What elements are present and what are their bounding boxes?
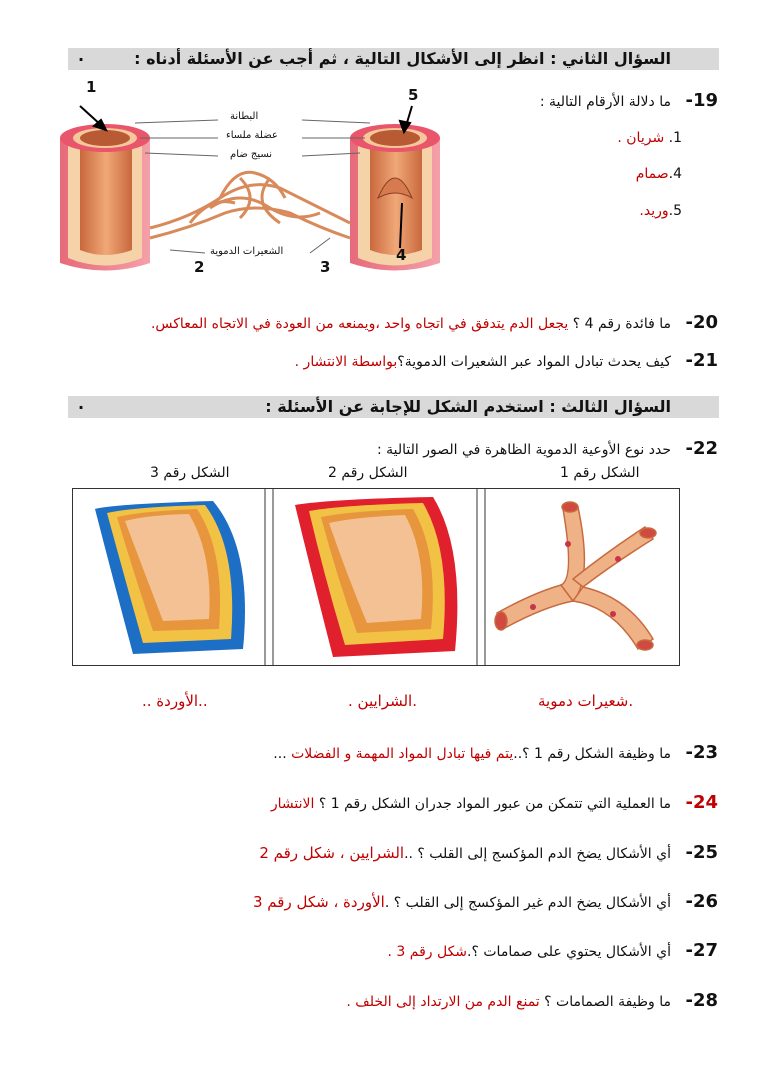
label-connective-tissue: نسيج ضام bbox=[230, 149, 273, 160]
section2-title: السؤال الثاني : انظر إلى الأشكال التالية ، ثم أجب عن الأسئلة أدناه : bbox=[134, 49, 671, 68]
q25-text: أي الأشكال يضخ الدم المؤكسج إلى القلب ؟ .. bbox=[404, 846, 671, 862]
capillary-network bbox=[150, 172, 350, 238]
section3-dot: . bbox=[78, 394, 85, 413]
figure-1-label: الشكل رقم 1 bbox=[560, 465, 640, 481]
q20-number: 20- bbox=[685, 312, 718, 333]
label-capillaries: الشعيرات الدموية bbox=[210, 246, 284, 257]
artery-cylinder bbox=[60, 124, 150, 271]
q26-answer: الأوردة ، شكل رقم 3 bbox=[252, 893, 385, 911]
callout-2: 2 bbox=[194, 258, 205, 276]
q22-number: 22- bbox=[685, 438, 718, 459]
callout-4: 4 bbox=[396, 246, 407, 264]
q19-item-1-prefix: 1. bbox=[668, 130, 682, 146]
q21-number: 21- bbox=[685, 350, 718, 371]
q25-number: 25- bbox=[685, 842, 718, 863]
q19-number: 19- bbox=[685, 90, 718, 111]
q19-item-1 bbox=[617, 130, 682, 146]
q22-text: حدد نوع الأوعية الدموية الظاهرة في الصور التالية : bbox=[376, 442, 671, 458]
q28-number: 28- bbox=[685, 990, 718, 1011]
q19-item-4-answer: صمام bbox=[635, 166, 669, 182]
q23-tail: ... bbox=[273, 746, 292, 762]
figure-2-label: الشكل رقم 2 bbox=[328, 465, 408, 481]
vein-illustration bbox=[95, 501, 245, 654]
section3-header bbox=[68, 396, 719, 418]
question-27 bbox=[387, 940, 718, 961]
question-22 bbox=[377, 438, 718, 459]
question-26 bbox=[253, 891, 718, 912]
q23-number: 23- bbox=[685, 742, 718, 763]
vessel-figures-svg bbox=[73, 489, 679, 665]
question-28 bbox=[346, 990, 718, 1011]
q19-item-5-prefix: 5. bbox=[668, 203, 682, 219]
q21-answer: بواسطة الانتشار . bbox=[294, 354, 398, 370]
q20-text: ما فائدة رقم 4 ؟ bbox=[568, 316, 671, 332]
callout-1: 1 bbox=[86, 78, 97, 96]
q23-text: ما وظيفة الشكل رقم 1 ؟.. bbox=[513, 746, 671, 762]
q19-item-4-prefix: 4. bbox=[668, 166, 682, 182]
q19-item-5-answer: وريد. bbox=[639, 203, 669, 219]
label-smooth-muscle: عضلة ملساء bbox=[226, 130, 278, 141]
q28-text: ما وظيفة الصمامات ؟ bbox=[539, 994, 671, 1010]
capillary-illustration bbox=[495, 502, 656, 650]
question-24 bbox=[271, 792, 718, 813]
q20-answer: يجعل الدم يتدفق في اتجاه واحد ،ويمنعه من العودة في الاتجاه المعاكس. bbox=[150, 316, 569, 332]
artery-illustration bbox=[295, 497, 457, 657]
q23-answer: يتم فيها تبادل المواد المهمة و الفضلات bbox=[291, 746, 514, 762]
q27-text: أي الأشكال يحتوي على صمامات ؟. bbox=[467, 944, 671, 960]
figure-1-answer: .شعيرات دموية bbox=[538, 692, 634, 710]
label-endothelium: البطانة bbox=[230, 111, 259, 122]
q19-item-4 bbox=[636, 166, 682, 182]
figure-3-answer: ..الأوردة .. bbox=[142, 692, 208, 710]
q19-item-1-answer: شريان . bbox=[617, 130, 669, 146]
vessel-diagram bbox=[40, 78, 440, 283]
vein-cylinder bbox=[350, 124, 440, 271]
question-19 bbox=[540, 90, 718, 111]
q27-number: 27- bbox=[685, 940, 718, 961]
q21-text: كيف يحدث تبادل المواد عبر الشعيرات الدموية؟ bbox=[397, 354, 671, 370]
q24-answer: الانتشار bbox=[270, 796, 315, 812]
question-20 bbox=[151, 312, 718, 333]
question-25 bbox=[259, 842, 718, 863]
callout-5: 5 bbox=[408, 86, 419, 104]
question-21 bbox=[295, 350, 718, 371]
q19-text: ما دلالة الأرقام التالية : bbox=[539, 94, 671, 110]
q24-number: 24- bbox=[685, 792, 718, 813]
callout-3: 3 bbox=[320, 258, 331, 276]
q19-item-5 bbox=[639, 203, 682, 219]
q28-answer: تمنع الدم من الارتداد إلى الخلف . bbox=[346, 994, 540, 1010]
q26-text: أي الأشكال يضخ الدم غير المؤكسج إلى القلب ؟ . bbox=[384, 895, 671, 911]
q25-answer: الشرايين ، شكل رقم 2 bbox=[259, 844, 405, 862]
question-23 bbox=[273, 742, 718, 763]
q27-answer: شكل رقم 3 . bbox=[387, 944, 468, 960]
figure-3-label: الشكل رقم 3 bbox=[150, 465, 230, 481]
vessel-figures-box bbox=[72, 488, 680, 666]
q26-number: 26- bbox=[685, 891, 718, 912]
section3-title: السؤال الثالث : استخدم الشكل للإجابة عن الأسئلة : bbox=[265, 397, 671, 416]
section2-header bbox=[68, 48, 719, 70]
q24-text: ما العملية التي تتمكن من عبور المواد جدران الشكل رقم 1 ؟ bbox=[314, 796, 671, 812]
figure-2-answer: .الشرايين . bbox=[348, 692, 417, 710]
section2-dot: . bbox=[78, 46, 85, 65]
